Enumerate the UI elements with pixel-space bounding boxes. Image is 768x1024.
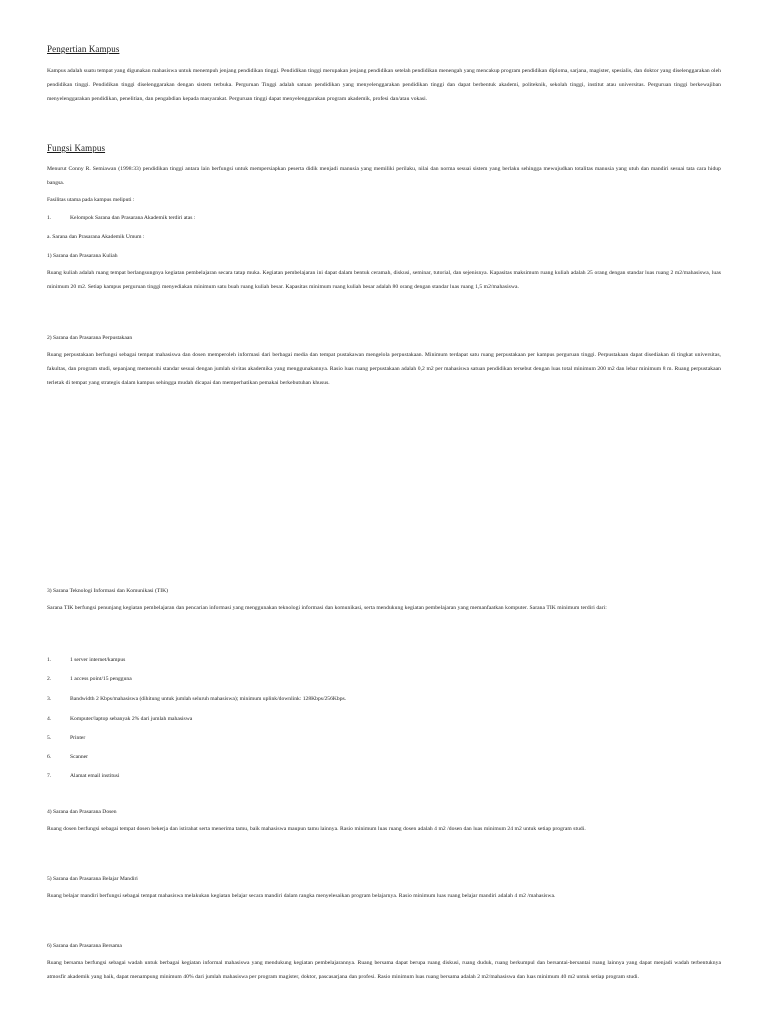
paragraph-perpustakaan: Ruang perpustakaan berfungsi sebagai tempat mahasiswa dan dosen memperoleh informasi dari berbagai media dan tempat pustakawan mengelola perpustakaan. Minimum terdapat satu ruang perpustakaan per kampus perguruan tinggi. Perpustakaan dapat disediakan di tingkat universitas, fakultas, dan program studi, sepanjang memenuhi standar sesuai dengan jumlah sivitas akademika yang menggunakannya. Rasio luas ruang perpustakaan adalah 0,2 m2 per mahasiswa satuan pendidikan tersebut dengan luas total minimum 200 m2 dan lebar minimum 8 m. Ruang perpustakaan terletak di tempat yang strategis dalam kampus sehingga mudah dicapai dan memperhatikan pemakai berkebutuhan khusus. (47, 352, 721, 386)
group-number: 1. (47, 215, 52, 221)
list-item-text: Alamat email institusi (70, 773, 120, 779)
list-item-text: Bandwidth 2 Kbps/mahasiswa (dihitung untuk jumlah seluruh mahasiswa); minimum uplink/downlink: 128Kbps/256Kbps. (70, 696, 347, 702)
list-item-text: Printer (70, 735, 86, 741)
list-item-text: Scanner (70, 754, 89, 760)
subsection-title-tik: 3) Sarana Teknologi Informasi dan Komunikasi (TIK) (47, 588, 168, 594)
paragraph-pengertian: Kampus adalah suatu tempat yang digunakan mahasiswa untuk menempuh jenjang pendidikan tinggi. Pendidikan tinggi merupakan jenjang pendidikan setelah pendidikan menengah yang mencakup program pendidikan diploma, sarjana, magister, spesialis, dan doktor yang diselenggarakan oleh pendidikan tinggi. Pendidikan tinggi diselenggarakan dengan sistem terbuka. Perguruan Tinggi adalah satuan pendidikan yang menyelenggarakan pendidikan tinggi dan dapat berbentuk akademi, politeknik, sekolah tinggi, institut atau universitas. Perguruan tinggi berkewajiban menyelenggarakan pendidikan, penelitian, dan pengabdian kepada masyarakat. Perguruan tinggi dapat menyelenggarakan program akademik, profesi dan/atau vokasi. (47, 68, 721, 102)
list-item-number: 3. (47, 696, 52, 702)
list-item-text: 1 access point/15 pengguna (70, 676, 132, 682)
list-item-number: 5. (47, 735, 52, 741)
subsection-title-perpustakaan: 2) Sarana dan Prasarana Perpustakaan (47, 335, 133, 341)
list-item-text: Komputer/laptop sebanyak 2% dari jumlah mahasiswa (70, 716, 193, 722)
group-title: Kelompok Sarana dan Prasarana Akademik terdiri atas : (70, 215, 196, 221)
list-item-number: 1. (47, 657, 52, 663)
paragraph-fungsi: Menurut Conny R. Semiawan (1998:33) pendidikan tinggi antara lain berfungsi untuk mempersiapkan peserta didik menjadi manusia yang memiliki perilaku, nilai dan norma sesuai sistem yang berlaku sehingga mewujudkan totalitas manusia yang utuh dan mandiri sesuai tata cara hidup bangsa. (47, 166, 721, 186)
section-heading-fungsi: Fungsi Kampus (47, 143, 106, 153)
paragraph-belajar-mandiri: Ruang belajar mandiri berfungsi sebagai tempat mahasiswa melakukan kegiatan belajar secara mandiri dalam rangka menyelesaikan program belajarnya. Rasio minimum luas ruang belajar mandiri adalah 4 m2 /mahasiswa. (47, 893, 556, 899)
subgroup-title: a. Sarana dan Prasarana Akademik Umum : (47, 234, 145, 240)
facilities-intro: Fasilitas utama pada kampus meliputi : (47, 197, 135, 203)
list-item-number: 4. (47, 716, 52, 722)
list-item-number: 2. (47, 676, 52, 682)
subsection-title-kuliah: 1) Sarana dan Prasarana Kuliah (47, 253, 118, 259)
paragraph-bersama: Ruang bersama berfungsi sebagai wadah untuk berbagai kegiatan informal mahasiswa yang mendukung kegiatan pembelajarannya. Ruang bersama dapat berupa ruang diskusi, ruang duduk, ruang berkumpul dan bersantai-bersantai ruang lainnya yang dapat menjadi wadah terbentuknya atmosfir akademik yang baik, dapat menampung minimum 40% dari jumlah mahasiswa per program magister, doktor, pascasarjana dan profesi. Rasio minimum luas ruang bersama adalah 2 m2/mahasiswa dan luas minimum 40 m2 untuk setiap program studi. (47, 960, 721, 980)
list-item-number: 7. (47, 773, 52, 779)
list-item-number: 6. (47, 754, 52, 760)
list-item-text: 1 server internet/kampus (70, 657, 126, 663)
paragraph-dosen: Ruang dosen berfungsi sebagai tempat dosen bekerja dan istirahat serta menerima tamu, baik mahasiswa maupun tamu lainnya. Rasio minimum luas ruang dosen adalah 4 m2 /dosen dan luas minimum 24 m2 untuk setiap program studi. (47, 826, 586, 832)
section-heading-pengertian: Pengertian Kampus (47, 44, 120, 54)
subsection-title-bersama: 6) Sarana dan Prasarana Bersama (47, 943, 122, 949)
paragraph-tik: Sarana TIK berfungsi penunjang kegiatan pembelajaran dan pencarian informasi yang menggunakan teknologi informasi dan komunikasi, serta mendukung kegiatan pembelajaran yang memanfaatkan komputer. Sarana TIK minimum terdiri dari: (47, 605, 607, 611)
subsection-title-dosen: 4) Sarana dan Prasarana Dosen (47, 809, 117, 815)
paragraph-kuliah: Ruang kuliah adalah ruang tempat berlangsungnya kegiatan pembelajaran secara tatap muka. Kegiatan pembelajaran ini dapat dalam bentuk ceramah, diskusi, seminar, tutorial, dan sejenisnya. Kapasitas maksimum ruang kuliah adalah 25 orang dengan standar luas ruang 2 m2/mahasiswa, luas minimum 20 m2. Setiap kampus perguruan tinggi menyediakan minimum satu buah ruang kuliah besar. Kapasitas minimum ruang kuliah besar adalah 80 orang dengan standar luas ruang 1,5 m2/mahasiswa. (47, 270, 721, 290)
subsection-title-belajar-mandiri: 5) Sarana dan Prasarana Belajar Mandiri (47, 876, 138, 882)
